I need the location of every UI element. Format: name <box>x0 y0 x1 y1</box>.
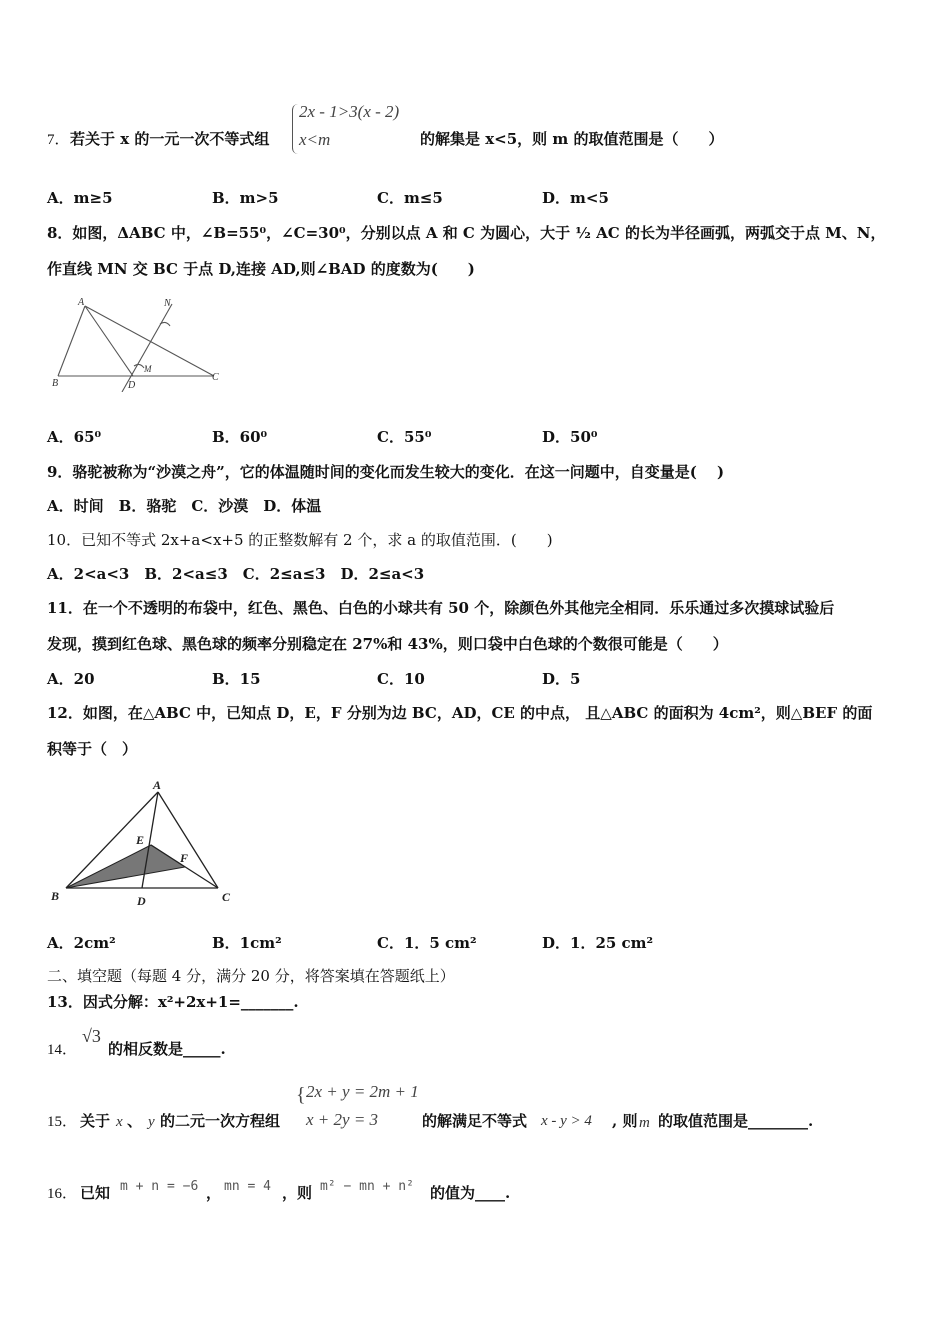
q7-option-c[interactable]: C．m≤5 <box>377 189 443 207</box>
q12-text-line2: 积等于（ ） <box>47 740 138 758</box>
q12-shaded-triangle-bef <box>66 845 185 888</box>
q8-option-d[interactable]: D．50⁰ <box>542 428 598 446</box>
q8-label-n: N <box>164 298 171 309</box>
q7-option-d[interactable]: D．m<5 <box>542 189 609 207</box>
q15-var-x: x <box>116 1114 123 1130</box>
q8-option-a[interactable]: A．65⁰ <box>47 428 102 446</box>
q12-label-e: E <box>136 833 145 847</box>
q15-suffix3: 的取值范围是________. <box>658 1112 814 1130</box>
q8-option-c[interactable]: C．55⁰ <box>377 428 432 446</box>
q7-system-brace <box>292 104 299 154</box>
q8-label-d: D <box>128 380 136 391</box>
q10-text: 10．已知不等式 2x+a<x+5 的正整数解有 2 个，求 a 的取值范围．( ) <box>47 531 553 549</box>
q15-prefix: 关于 <box>80 1112 111 1130</box>
q8-option-b[interactable]: B．60⁰ <box>212 428 268 446</box>
q16-suffix: 的值为____. <box>430 1184 511 1202</box>
q9-text: 9．骆驼被称为“沙漠之舟”，它的体温随时间的变化而发生较大的变化．在这一问题中，自变量是( ) <box>47 463 725 481</box>
q8-text-line1: 8．如图，ΔABC 中，∠B=55⁰，∠C=30⁰，分别以点 A 和 C 为圆心，大于 ½ AC 的长为半径画弧，两弧交于点 M、N， <box>47 224 886 242</box>
q15-sys-line1: 2x + y = 2m + 1 <box>306 1082 419 1101</box>
q15-sep: 、 <box>127 1112 143 1130</box>
q15-brace: { <box>296 1084 306 1106</box>
q12-label-d: D <box>137 894 146 908</box>
q8-line-mn <box>122 304 172 392</box>
q7-suffix: 的解集是 x<5，则 m 的取值范围是（ ） <box>420 130 724 148</box>
q11-text-line1: 11．在一个不透明的布袋中，红色、黑色、白色的小球共有 50 个，除颜色外其他完全相同．乐乐通过多次摸球试验后 <box>47 599 835 617</box>
q11-option-b[interactable]: B．15 <box>212 670 261 688</box>
q7-sys-line1: 2x - 1>3(x - 2) <box>299 102 400 121</box>
q8-text-line2: 作直线 MN 交 BC 于点 D,连接 AD,则∠BAD 的度数为( ) <box>47 260 475 278</box>
q8-label-a: A <box>78 297 85 308</box>
q10-options[interactable]: A．2<a<3 B．2<a≤3 C．2≤a≤3 D．2≤a<3 <box>47 565 425 583</box>
q14-text: 的相反数是_____. <box>108 1040 226 1058</box>
q12-option-a[interactable]: A．2cm² <box>47 934 116 952</box>
q15-inequality: x - y > 4 <box>541 1113 592 1129</box>
q7-inequality-system <box>299 98 399 154</box>
q8-label-c: C <box>212 372 219 383</box>
q15-number: 15． <box>47 1114 78 1130</box>
q15-suffix1: 的解满足不等式 <box>422 1112 528 1130</box>
q16-number: 16． <box>47 1186 78 1202</box>
q7-number: 7． <box>47 132 70 148</box>
q13-text: 13．因式分解：x²+2x+1=_______. <box>47 993 299 1011</box>
q12-line-ac <box>158 792 218 888</box>
q15-suffix2: , 则 <box>612 1112 638 1130</box>
q16-sep: ， <box>206 1184 222 1202</box>
q16-eq1: m + n = −6 <box>120 1179 199 1194</box>
q14-radical: √3 <box>82 1026 101 1046</box>
q12-figure <box>48 778 238 908</box>
q12-label-f: F <box>180 851 189 865</box>
q8-line-ab <box>58 306 85 376</box>
q8-label-b: B <box>52 378 59 389</box>
q12-label-c: C <box>222 890 231 904</box>
q15-var-y: y <box>148 1114 155 1130</box>
q16-mid: ，则 <box>282 1184 313 1202</box>
q7-option-a[interactable]: A．m≥5 <box>47 189 113 207</box>
q14-number: 14． <box>47 1042 78 1058</box>
q11-text-line2: 发现，摸到红色球、黑色球的频率分别稳定在 27%和 43%，则口袋中白色球的个数很可能是（ ） <box>47 635 728 653</box>
q16-eq2: mn = 4 <box>224 1179 271 1194</box>
q15-equation-system <box>306 1078 419 1134</box>
q15-sys-line2: x + 2y = 3 <box>306 1110 379 1129</box>
q8-label-m: M <box>144 364 152 374</box>
q16-expr: m² − mn + n² <box>320 1179 414 1194</box>
q16-prefix: 已知 <box>80 1184 111 1202</box>
q7-prefix: 若关于 x 的一元一次不等式组 <box>70 130 270 148</box>
q15-mid: 的二元一次方程组 <box>160 1112 281 1130</box>
q8-figure <box>50 296 230 392</box>
q8-arc-n <box>160 322 170 326</box>
q12-label-b: B <box>51 889 60 903</box>
q12-option-d[interactable]: D．1．25 cm² <box>542 934 654 952</box>
q9-options[interactable]: A．时间 B．骆驼 C．沙漠 D．体温 <box>47 497 322 515</box>
q11-option-c[interactable]: C．10 <box>377 670 425 688</box>
q12-label-a: A <box>153 778 162 792</box>
q11-option-a[interactable]: A．20 <box>47 670 95 688</box>
section-2-heading: 二、填空题（每题 4 分，满分 20 分，将答案填在答题纸上） <box>47 967 455 985</box>
q7-option-b[interactable]: B．m>5 <box>212 189 279 207</box>
q8-line-ad <box>85 306 133 376</box>
q11-option-d[interactable]: D．5 <box>542 670 581 688</box>
q15-var-m: m <box>639 1115 650 1131</box>
q12-text-line1: 12．如图，在△ABC 中，已知点 D，E，F 分别为边 BC，AD，CE 的中点， 且△ABC 的面积为 4cm²，则△BEF 的面 <box>47 704 873 722</box>
q12-option-c[interactable]: C．1．5 cm² <box>377 934 477 952</box>
q12-option-b[interactable]: B．1cm² <box>212 934 282 952</box>
q7-sys-line2: x<m <box>299 130 331 149</box>
